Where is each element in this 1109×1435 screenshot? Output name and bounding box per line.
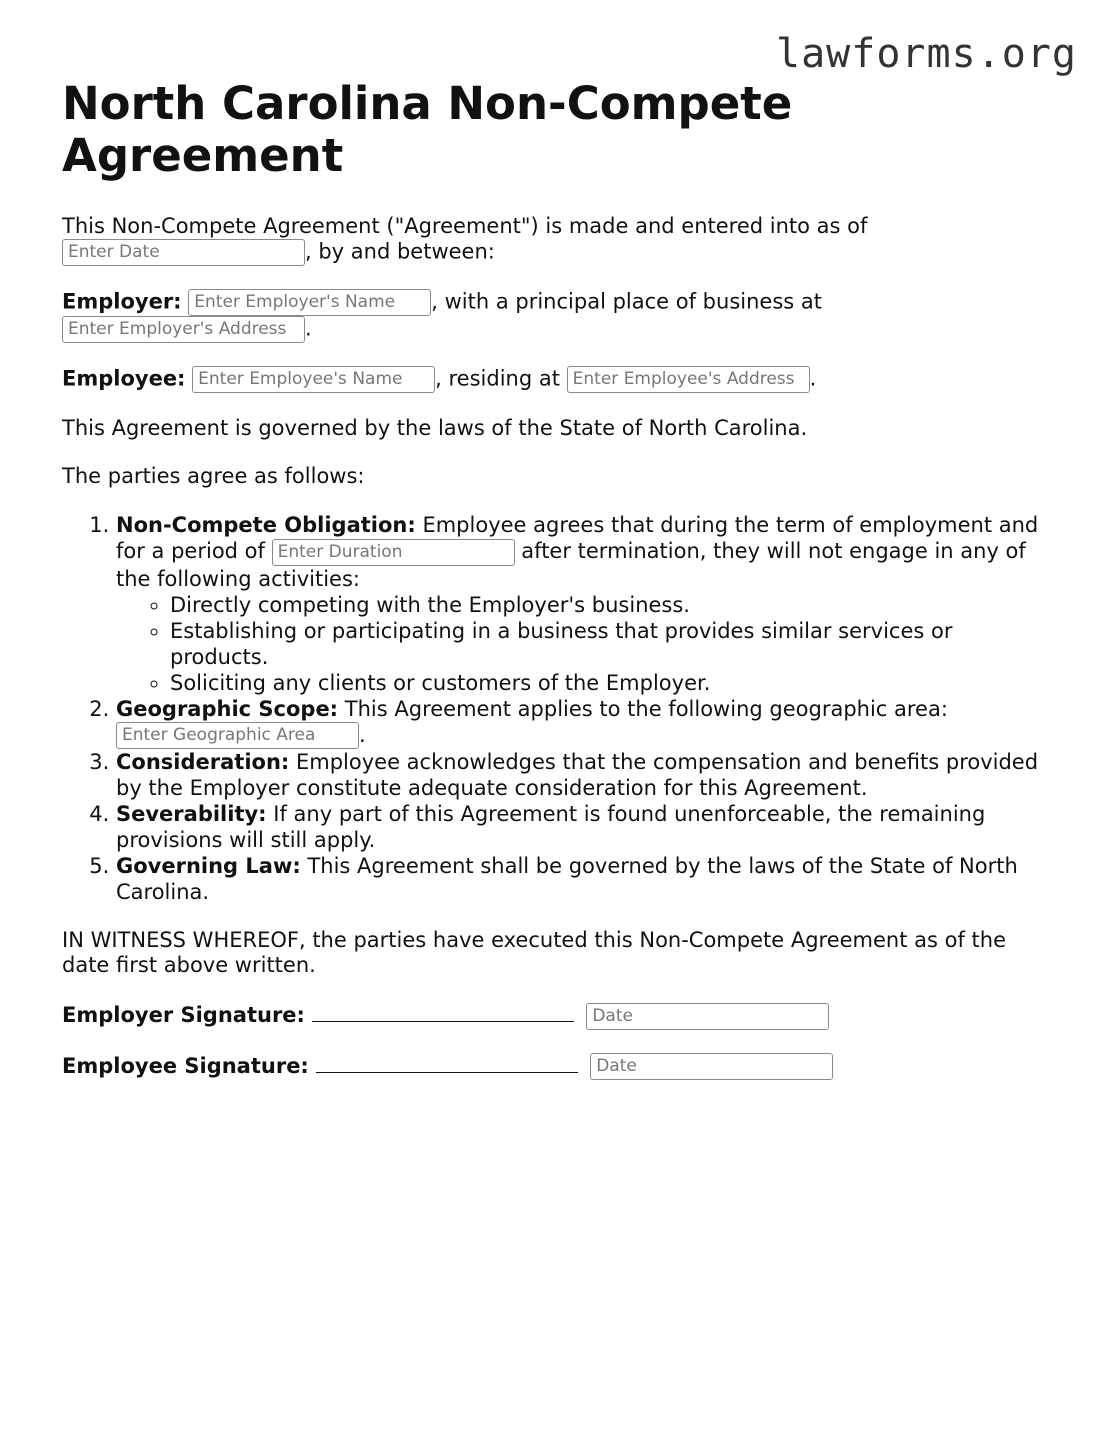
term-label: Governing Law: — [116, 854, 301, 878]
intro-paragraph — [62, 214, 1052, 266]
employer-label: Employer: — [62, 289, 182, 314]
employer-signature-label: Employer Signature: — [62, 1003, 305, 1027]
term-geographic-scope — [116, 696, 1052, 750]
term-text: Employee agrees that during the term of employment and for a period of — [116, 513, 1039, 563]
term-text: Employee acknowledges that the compensation and benefits provided by the Employer constitute adequate consideration for this Agreement. — [116, 750, 1039, 800]
geographic-area-field[interactable]: Enter Geographic Area — [116, 722, 359, 749]
employee-text: , residing at — [435, 366, 560, 391]
term-governing-law — [116, 853, 1052, 905]
activities-list — [116, 592, 1052, 696]
employee-paragraph — [62, 366, 1052, 393]
governed-paragraph: This Agreement is governed by the laws of the State of North Carolina. — [62, 416, 808, 440]
term-label: Consideration: — [116, 750, 290, 774]
employee-label: Employee: — [62, 366, 186, 391]
term-text: This Agreement applies to the following geographic area: — [344, 696, 948, 721]
witness-paragraph: IN WITNESS WHEREOF, the parties have executed this Non-Compete Agreement as of the date first above written. — [62, 928, 1007, 977]
employee-name-field[interactable]: Enter Employee's Name — [192, 366, 435, 393]
employer-signature-line[interactable] — [312, 1001, 574, 1022]
term-text-end: . — [359, 722, 366, 747]
term-severability — [116, 801, 1052, 853]
term-non-compete — [116, 512, 1052, 696]
employer-address-field[interactable]: Enter Employer's Address — [62, 316, 305, 343]
page-title: North Carolina Non-Compete Agreement — [62, 77, 793, 182]
term-text-after: after termination, they will not engage in any of the following activities: — [116, 539, 1026, 591]
employer-text-end: . — [305, 316, 312, 341]
employer-text: , with a principal place of business at — [431, 289, 822, 314]
term-label: Non-Compete Obligation: — [116, 513, 416, 537]
employee-signature-row — [62, 1052, 1052, 1081]
employer-signature-row — [62, 1001, 1052, 1030]
employer-signature-date-field[interactable]: Date — [586, 1003, 829, 1030]
term-consideration — [116, 749, 1052, 801]
intro-text-after: , by and between: — [305, 239, 495, 264]
employee-signature-line[interactable] — [316, 1052, 578, 1073]
list-item: ◦ Directly competing with the Employer's business. — [170, 592, 1052, 618]
term-text: If any part of this Agreement is found unenforceable, the remaining provisions will still apply. — [116, 802, 986, 852]
term-label: Geographic Scope: — [116, 696, 339, 721]
employee-signature-date-field[interactable]: Date — [590, 1053, 833, 1080]
duration-field[interactable]: Enter Duration — [272, 539, 515, 566]
term-label: Severability: — [116, 802, 267, 826]
site-watermark: lawforms.org — [776, 31, 1077, 77]
agreement-document — [62, 78, 1052, 1102]
terms-list — [62, 512, 1052, 905]
term-text: This Agreement shall be governed by the laws of the State of North Carolina. — [116, 854, 1018, 904]
employee-text-end: . — [809, 366, 817, 391]
list-item: ◦ Establishing or participating in a business that provides similar services or products. — [170, 618, 1052, 670]
intro-text: This Non-Compete Agreement ("Agreement") is made and entered into as of — [62, 214, 868, 238]
employer-paragraph — [62, 289, 1052, 343]
agreement-date-field[interactable]: Enter Date — [62, 239, 305, 266]
employee-address-field[interactable]: Enter Employee's Address — [567, 366, 810, 393]
employee-signature-label: Employee Signature: — [62, 1053, 309, 1078]
employer-name-field[interactable]: Enter Employer's Name — [188, 289, 431, 316]
list-item: ◦ Soliciting any clients or customers of the Employer. — [170, 670, 1052, 696]
agree-paragraph: The parties agree as follows: — [62, 464, 365, 488]
